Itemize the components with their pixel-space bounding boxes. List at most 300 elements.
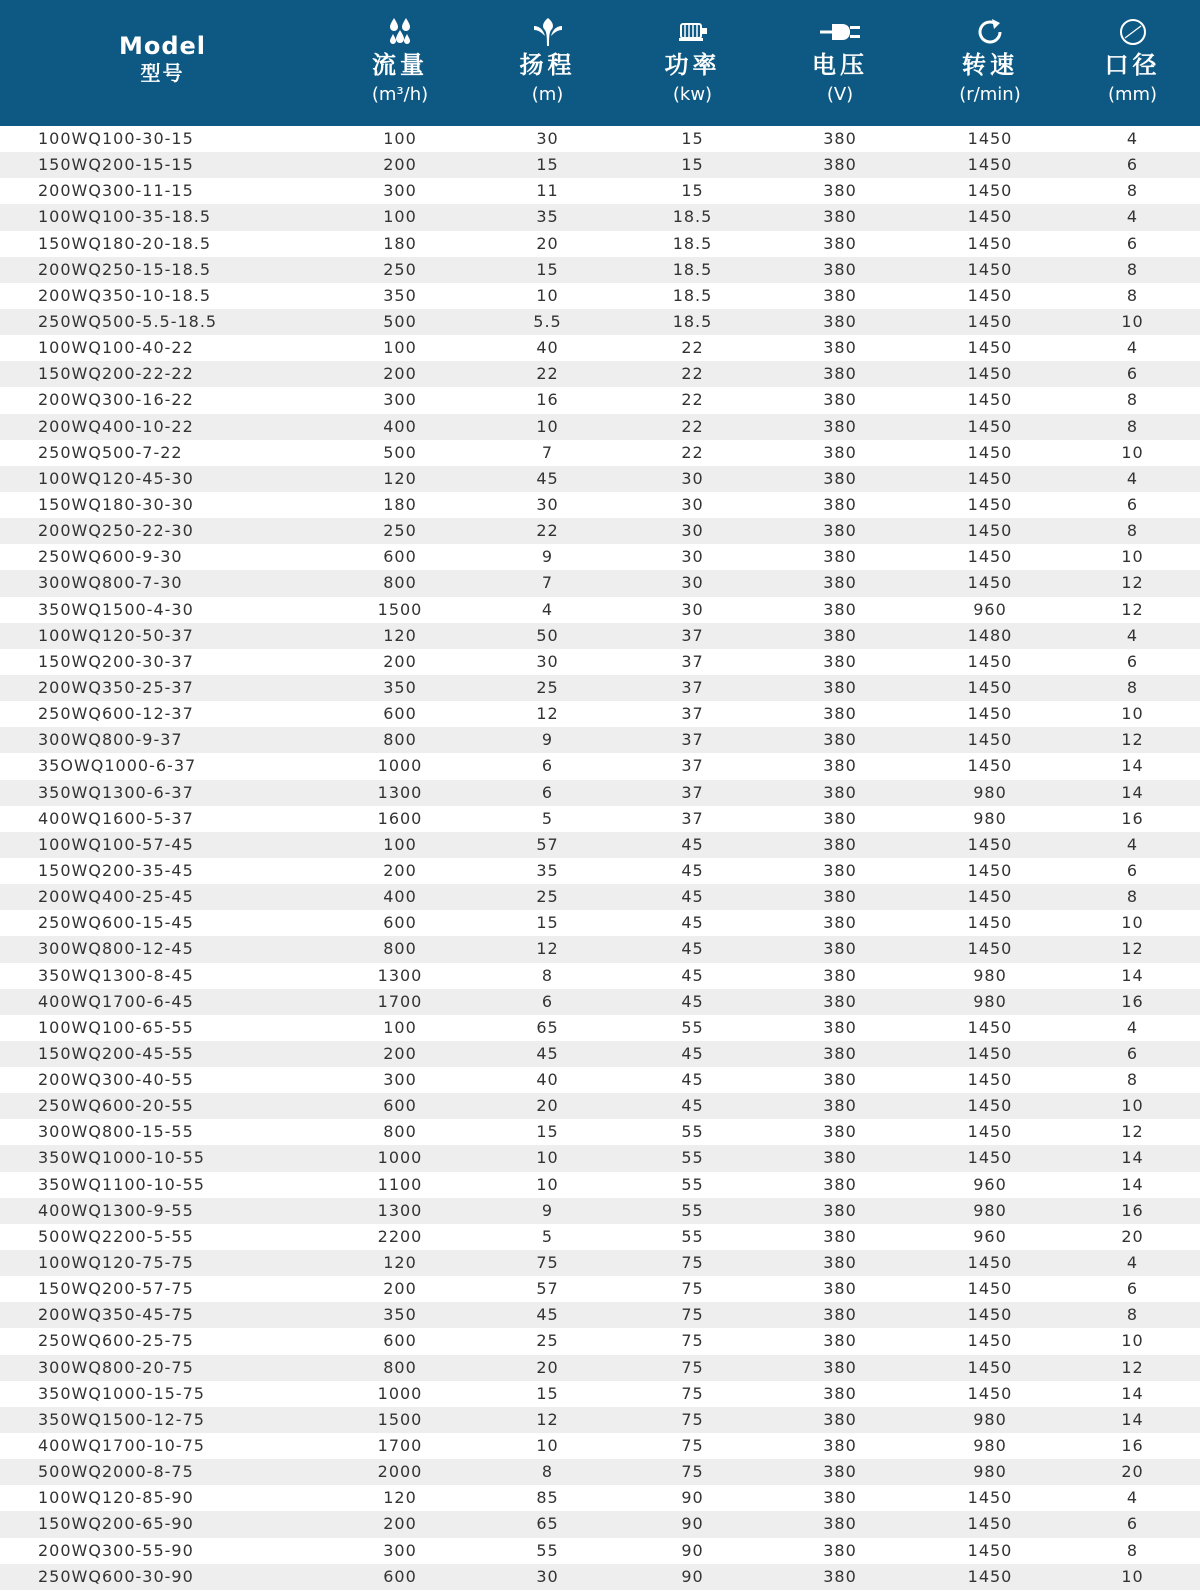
cell-voltage: 380	[823, 730, 857, 750]
cell-voltage: 380	[823, 338, 857, 358]
cell-flow: 200	[383, 1279, 417, 1299]
cell-flow: 200	[383, 860, 417, 880]
table-row	[0, 1564, 1200, 1590]
cell-head: 22	[536, 364, 559, 384]
power-unit: (kw)	[672, 84, 713, 105]
cell-diameter: 6	[1126, 651, 1139, 671]
table-row	[0, 1302, 1200, 1328]
table-row	[0, 1407, 1200, 1433]
cell-diameter: 6	[1126, 233, 1139, 253]
cell-diameter: 10	[1121, 1096, 1144, 1116]
cell-speed: 1450	[967, 285, 1013, 305]
cell-model: 150WQ200-22-22	[38, 364, 194, 384]
table-row	[0, 832, 1200, 858]
cell-diameter: 8	[1126, 1070, 1139, 1090]
cell-diameter: 10	[1121, 311, 1144, 331]
cell-flow: 1700	[377, 991, 423, 1011]
cell-diameter: 8	[1126, 416, 1139, 436]
table-row	[0, 963, 1200, 989]
diameter-label: 口径	[1104, 51, 1161, 79]
header-speed	[915, 0, 1065, 126]
table-row	[0, 1041, 1200, 1067]
cell-flow: 500	[383, 442, 417, 462]
cell-flow: 300	[383, 1540, 417, 1560]
cell-head: 30	[536, 651, 559, 671]
cell-power: 15	[681, 129, 704, 148]
cell-speed: 980	[973, 1462, 1007, 1482]
cell-flow: 500	[383, 311, 417, 331]
cell-head: 30	[536, 129, 559, 148]
cell-power: 22	[681, 442, 704, 462]
cell-flow: 2000	[377, 1462, 423, 1482]
cell-model: 300WQ800-7-30	[38, 573, 183, 593]
cell-model: 250WQ600-30-90	[38, 1566, 194, 1586]
cell-power: 37	[681, 704, 704, 724]
cell-power: 90	[681, 1488, 704, 1508]
cell-model: 200WQ300-16-22	[38, 390, 194, 410]
cell-speed: 980	[973, 1436, 1007, 1456]
cell-flow: 1300	[377, 1200, 423, 1220]
cell-diameter: 10	[1121, 704, 1144, 724]
cell-flow: 800	[383, 573, 417, 593]
cell-power: 45	[681, 1096, 704, 1116]
cell-flow: 1000	[377, 756, 423, 776]
cell-head: 6	[541, 991, 554, 1011]
cell-speed: 1450	[967, 494, 1013, 514]
cell-speed: 1450	[967, 233, 1013, 253]
table-row	[0, 204, 1200, 230]
cell-power: 30	[681, 521, 704, 541]
table-row	[0, 1538, 1200, 1564]
cell-voltage: 380	[823, 1540, 857, 1560]
header-flow	[325, 0, 475, 126]
table-row	[0, 1511, 1200, 1537]
cell-model: 100WQ100-57-45	[38, 834, 194, 854]
table-row	[0, 1145, 1200, 1171]
cell-speed: 1450	[967, 756, 1013, 776]
cell-power: 18.5	[672, 311, 713, 331]
cell-speed: 1450	[967, 1331, 1013, 1351]
cell-flow: 800	[383, 1357, 417, 1377]
cell-head: 65	[536, 1017, 559, 1037]
cell-diameter: 14	[1121, 1174, 1144, 1194]
cell-diameter: 6	[1126, 364, 1139, 384]
cell-model: 400WQ1700-10-75	[38, 1436, 205, 1456]
cell-model: 150WQ200-15-15	[38, 155, 194, 175]
cell-voltage: 380	[823, 1148, 857, 1168]
cell-speed: 1450	[967, 468, 1013, 488]
cell-model: 300WQ800-9-37	[38, 730, 183, 750]
cell-diameter: 4	[1126, 468, 1139, 488]
cell-flow: 800	[383, 939, 417, 959]
cell-voltage: 380	[823, 1017, 857, 1037]
cell-flow: 350	[383, 677, 417, 697]
table-row	[0, 387, 1200, 413]
cell-diameter: 10	[1121, 913, 1144, 933]
cell-power: 45	[681, 860, 704, 880]
table-row	[0, 1485, 1200, 1511]
cell-voltage: 380	[823, 233, 857, 253]
cell-head: 15	[536, 1383, 559, 1403]
cell-diameter: 14	[1121, 965, 1144, 985]
cell-head: 9	[541, 1200, 554, 1220]
cell-model: 100WQ100-40-22	[38, 338, 194, 358]
cell-voltage: 380	[823, 1174, 857, 1194]
motor-icon	[676, 16, 710, 48]
cell-speed: 980	[973, 1200, 1007, 1220]
flow-label: 流量	[372, 51, 428, 79]
cell-power: 30	[681, 547, 704, 567]
cell-flow: 1700	[377, 1436, 423, 1456]
cell-flow: 100	[383, 834, 417, 854]
cell-head: 20	[536, 1357, 559, 1377]
cell-power: 90	[681, 1540, 704, 1560]
cell-head: 15	[536, 1122, 559, 1142]
cell-speed: 1450	[967, 887, 1013, 907]
cell-power: 37	[681, 730, 704, 750]
cell-model: 500WQ2200-5-55	[38, 1226, 194, 1246]
cell-voltage: 380	[823, 181, 857, 201]
cell-flow: 400	[383, 887, 417, 907]
cell-voltage: 380	[823, 991, 857, 1011]
cell-flow: 200	[383, 651, 417, 671]
speed-unit: (r/min)	[959, 84, 1021, 105]
table-row	[0, 1198, 1200, 1224]
cell-head: 16	[536, 390, 559, 410]
cell-power: 55	[681, 1174, 704, 1194]
cell-model: 150WQ180-30-30	[38, 494, 194, 514]
cell-head: 30	[536, 494, 559, 514]
cell-head: 57	[536, 1279, 559, 1299]
cell-head: 4	[541, 599, 554, 619]
cell-model: 250WQ600-15-45	[38, 913, 194, 933]
cell-voltage: 380	[823, 913, 857, 933]
cell-diameter: 8	[1126, 259, 1139, 279]
cell-diameter: 10	[1121, 547, 1144, 567]
cell-flow: 200	[383, 364, 417, 384]
cell-flow: 120	[383, 625, 417, 645]
cell-power: 30	[681, 573, 704, 593]
cell-model: 200WQ300-11-15	[38, 181, 194, 201]
header-voltage	[765, 0, 915, 126]
cell-head: 25	[536, 1331, 559, 1351]
cell-model: 250WQ500-5.5-18.5	[38, 311, 218, 331]
cell-model: 350WQ1100-10-55	[38, 1174, 205, 1194]
table-row	[0, 152, 1200, 178]
table-row	[0, 910, 1200, 936]
cell-voltage: 380	[823, 1409, 857, 1429]
voltage-label: 电压	[812, 51, 868, 79]
cell-head: 20	[536, 1096, 559, 1116]
table-header	[0, 0, 1200, 126]
cell-voltage: 380	[823, 704, 857, 724]
cell-speed: 1450	[967, 860, 1013, 880]
cell-model: 350WQ1000-10-55	[38, 1148, 205, 1168]
cell-head: 10	[536, 416, 559, 436]
table-row	[0, 1355, 1200, 1381]
table-row	[0, 780, 1200, 806]
cell-diameter: 16	[1121, 808, 1144, 828]
cell-power: 75	[681, 1436, 704, 1456]
cell-diameter: 12	[1121, 939, 1144, 959]
cell-flow: 350	[383, 1305, 417, 1325]
cell-diameter: 6	[1126, 1514, 1139, 1534]
cell-voltage: 380	[823, 573, 857, 593]
cell-diameter: 8	[1126, 1540, 1139, 1560]
cell-speed: 1450	[967, 390, 1013, 410]
cell-voltage: 380	[823, 285, 857, 305]
cell-diameter: 20	[1121, 1226, 1144, 1246]
cell-voltage: 380	[823, 1566, 857, 1586]
cell-diameter: 6	[1126, 1279, 1139, 1299]
cell-model: 100WQ120-50-37	[38, 625, 194, 645]
cell-diameter: 8	[1126, 887, 1139, 907]
cell-speed: 1450	[967, 259, 1013, 279]
cell-speed: 960	[973, 1174, 1007, 1194]
table-row	[0, 597, 1200, 623]
cell-voltage: 380	[823, 1462, 857, 1482]
cell-power: 18.5	[672, 233, 713, 253]
cell-head: 6	[541, 756, 554, 776]
cell-speed: 1450	[967, 677, 1013, 697]
table-row	[0, 989, 1200, 1015]
cell-voltage: 380	[823, 1514, 857, 1534]
table-row	[0, 1119, 1200, 1145]
cell-head: 11	[536, 181, 559, 201]
cell-head: 40	[536, 1070, 559, 1090]
cell-voltage: 380	[823, 259, 857, 279]
cell-flow: 200	[383, 1514, 417, 1534]
cell-flow: 300	[383, 1070, 417, 1090]
cell-speed: 1450	[967, 1357, 1013, 1377]
power-label: 功率	[664, 51, 721, 79]
water-drops-icon	[386, 16, 414, 48]
cell-power: 75	[681, 1462, 704, 1482]
cell-head: 12	[536, 939, 559, 959]
cell-power: 37	[681, 782, 704, 802]
cell-flow: 600	[383, 1096, 417, 1116]
table-row	[0, 440, 1200, 466]
cell-diameter: 4	[1126, 1017, 1139, 1037]
cell-flow: 250	[383, 521, 417, 541]
cell-speed: 1450	[967, 1566, 1013, 1586]
table-row	[0, 806, 1200, 832]
cell-head: 9	[541, 547, 554, 567]
cell-speed: 1450	[967, 939, 1013, 959]
cell-voltage: 380	[823, 416, 857, 436]
cell-power: 15	[681, 155, 704, 175]
table-row	[0, 1093, 1200, 1119]
cell-voltage: 380	[823, 390, 857, 410]
cell-diameter: 12	[1121, 599, 1144, 619]
cell-flow: 180	[383, 494, 417, 514]
cell-diameter: 4	[1126, 338, 1139, 358]
cell-model: 200WQ300-40-55	[38, 1070, 194, 1090]
cell-voltage: 380	[823, 782, 857, 802]
cell-head: 35	[536, 860, 559, 880]
cell-speed: 1450	[967, 1279, 1013, 1299]
table-row	[0, 257, 1200, 283]
cell-power: 75	[681, 1357, 704, 1377]
table-body	[0, 126, 1200, 1590]
cell-head: 5	[541, 1226, 554, 1246]
cell-head: 45	[536, 1305, 559, 1325]
cell-speed: 980	[973, 782, 1007, 802]
cell-head: 12	[536, 1409, 559, 1429]
header-diameter	[1065, 0, 1200, 126]
cell-voltage: 380	[823, 1070, 857, 1090]
cell-power: 45	[681, 939, 704, 959]
cell-speed: 1450	[967, 1148, 1013, 1168]
cell-voltage: 380	[823, 887, 857, 907]
cell-power: 22	[681, 338, 704, 358]
cell-power: 37	[681, 677, 704, 697]
cell-head: 10	[536, 1148, 559, 1168]
cell-speed: 1450	[967, 704, 1013, 724]
table-row	[0, 936, 1200, 962]
cell-model: 100WQ120-75-75	[38, 1253, 194, 1273]
cell-diameter: 14	[1121, 1148, 1144, 1168]
cell-voltage: 380	[823, 207, 857, 227]
cell-power: 18.5	[672, 207, 713, 227]
cell-model: 350WQ1300-8-45	[38, 965, 194, 985]
table-row	[0, 1067, 1200, 1093]
flow-unit: (m³/h)	[371, 84, 429, 105]
cell-speed: 1450	[967, 364, 1013, 384]
cell-head: 15	[536, 913, 559, 933]
cell-voltage: 380	[823, 155, 857, 175]
cell-flow: 180	[383, 233, 417, 253]
cell-flow: 600	[383, 1331, 417, 1351]
cell-head: 8	[541, 965, 554, 985]
cell-head: 25	[536, 887, 559, 907]
cell-flow: 120	[383, 468, 417, 488]
cell-voltage: 380	[823, 599, 857, 619]
cell-head: 5.5	[533, 311, 562, 331]
cell-voltage: 380	[823, 1383, 857, 1403]
cell-diameter: 14	[1121, 782, 1144, 802]
cell-diameter: 20	[1121, 1462, 1144, 1482]
cell-model: 200WQ300-55-90	[38, 1540, 194, 1560]
cell-head: 15	[536, 155, 559, 175]
cell-diameter: 10	[1121, 442, 1144, 462]
cell-flow: 1500	[377, 599, 423, 619]
cell-power: 30	[681, 599, 704, 619]
cell-flow: 1300	[377, 782, 423, 802]
cell-speed: 1450	[967, 730, 1013, 750]
table-row	[0, 753, 1200, 779]
cell-head: 20	[536, 233, 559, 253]
cell-voltage: 380	[823, 1279, 857, 1299]
table-row	[0, 361, 1200, 387]
cell-speed: 1450	[967, 1488, 1013, 1508]
table-row	[0, 727, 1200, 753]
cell-power: 37	[681, 651, 704, 671]
cell-power: 37	[681, 756, 704, 776]
diameter-icon	[1118, 16, 1148, 48]
cell-speed: 1450	[967, 416, 1013, 436]
cell-flow: 250	[383, 259, 417, 279]
cell-speed: 1450	[967, 834, 1013, 854]
cell-model: 250WQ500-7-22	[38, 442, 183, 462]
cell-model: 150WQ200-30-37	[38, 651, 194, 671]
cell-head: 22	[536, 521, 559, 541]
cell-voltage: 380	[823, 364, 857, 384]
cell-diameter: 10	[1121, 1331, 1144, 1351]
cell-flow: 200	[383, 1043, 417, 1063]
table-row	[0, 178, 1200, 204]
model-label-cn: 型号	[140, 61, 185, 85]
cell-power: 55	[681, 1017, 704, 1037]
cell-model: 300WQ800-20-75	[38, 1357, 194, 1377]
table-row	[0, 858, 1200, 884]
cell-head: 6	[541, 782, 554, 802]
cell-voltage: 380	[823, 494, 857, 514]
cell-model: 200WQ350-10-18.5	[38, 285, 212, 305]
cell-speed: 1450	[967, 1253, 1013, 1273]
table-row	[0, 335, 1200, 361]
cell-model: 400WQ1700-6-45	[38, 991, 194, 1011]
cell-power: 15	[681, 181, 704, 201]
cell-speed: 1450	[967, 1514, 1013, 1534]
cell-diameter: 8	[1126, 1305, 1139, 1325]
cell-power: 75	[681, 1383, 704, 1403]
cell-speed: 1450	[967, 1096, 1013, 1116]
cell-voltage: 380	[823, 1226, 857, 1246]
cell-voltage: 380	[823, 677, 857, 697]
cell-power: 30	[681, 494, 704, 514]
table-row	[0, 231, 1200, 257]
cell-power: 55	[681, 1148, 704, 1168]
cell-model: 400WQ1300-9-55	[38, 1200, 194, 1220]
cell-power: 45	[681, 965, 704, 985]
table-row	[0, 1459, 1200, 1485]
cell-voltage: 380	[823, 808, 857, 828]
cell-flow: 100	[383, 338, 417, 358]
cell-diameter: 6	[1126, 494, 1139, 514]
table-row	[0, 414, 1200, 440]
header-power	[620, 0, 765, 126]
cell-diameter: 8	[1126, 181, 1139, 201]
cell-voltage: 380	[823, 1096, 857, 1116]
cell-flow: 800	[383, 730, 417, 750]
table-row	[0, 884, 1200, 910]
head-unit: (m)	[531, 84, 564, 105]
cell-voltage: 380	[823, 860, 857, 880]
cell-power: 55	[681, 1122, 704, 1142]
table-row	[0, 1276, 1200, 1302]
cell-power: 30	[681, 468, 704, 488]
cell-diameter: 6	[1126, 860, 1139, 880]
cell-voltage: 380	[823, 468, 857, 488]
cell-speed: 1450	[967, 155, 1013, 175]
cell-diameter: 14	[1121, 756, 1144, 776]
fountain-icon	[531, 16, 565, 48]
cell-voltage: 380	[823, 651, 857, 671]
cell-flow: 1100	[377, 1174, 423, 1194]
cell-speed: 1450	[967, 1043, 1013, 1063]
cell-head: 5	[541, 808, 554, 828]
cell-head: 45	[536, 468, 559, 488]
cell-power: 75	[681, 1409, 704, 1429]
voltage-unit: (V)	[826, 84, 854, 105]
cell-model: 300WQ800-12-45	[38, 939, 194, 959]
rotation-icon	[974, 16, 1006, 48]
cell-model: 150WQ200-57-75	[38, 1279, 194, 1299]
cell-flow: 300	[383, 181, 417, 201]
cell-head: 55	[536, 1540, 559, 1560]
table-row	[0, 1381, 1200, 1407]
